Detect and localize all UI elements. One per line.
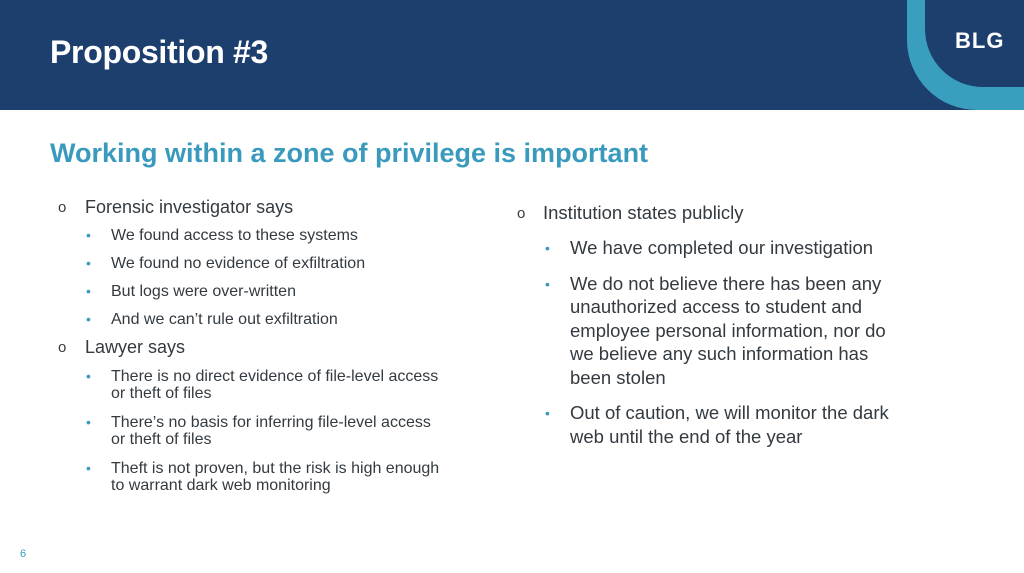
left-group-2-item-3 (58, 460, 498, 494)
dot-bullet-icon: • (545, 405, 550, 421)
left-group-2-heading (58, 336, 498, 358)
dot-bullet-icon: • (86, 311, 91, 327)
right-column (517, 202, 927, 448)
circle-bullet-icon: o (58, 339, 67, 356)
right-group-1-label: Institution states publicly (543, 202, 744, 223)
right-group-1-item-3 (517, 401, 927, 448)
left-group-2-label: Lawyer says (85, 337, 186, 357)
dot-bullet-icon: • (86, 368, 91, 384)
list-item-text: There is no direct evidence of file-level access or theft of files (111, 368, 439, 402)
list-item-text: We found no evidence of exfiltration (111, 255, 366, 272)
dot-bullet-icon: • (86, 460, 91, 476)
dot-bullet-icon: • (86, 255, 91, 271)
right-group-1-item-2 (517, 272, 927, 390)
list-item-text: Theft is not proven, but the risk is high enough to warrant dark web monitoring (111, 460, 440, 494)
left-group-1-item-1 (58, 227, 498, 244)
list-item-text: Out of caution, we will monitor the dark web until the end of the year (570, 402, 889, 447)
list-item-text: We have completed our investigation (570, 237, 874, 258)
left-group-2-item-2 (58, 414, 498, 448)
list-item-text: We do not believe there has been any unauthorized access to student and employee personal information, nor do we believe any such information has been stolen (570, 272, 886, 388)
left-group-1-item-2 (58, 255, 498, 272)
dot-bullet-icon: • (86, 283, 91, 299)
left-group-1-heading (58, 196, 498, 218)
left-column (58, 196, 498, 494)
circle-bullet-icon: o (517, 205, 526, 222)
dot-bullet-icon: • (86, 414, 91, 430)
list-item-text: We found access to these systems (111, 227, 358, 244)
page-number: 6 (20, 548, 27, 560)
left-group-2-item-1 (58, 368, 498, 402)
slide-title: Proposition #3 (50, 34, 269, 70)
right-group-1-heading (517, 202, 927, 224)
circle-bullet-icon: o (58, 199, 67, 216)
blg-logo: BLG (955, 28, 1005, 53)
list-item-text: There’s no basis for inferring file-level access or theft of files (111, 414, 431, 448)
list-item-text: And we can’t rule out exfiltration (111, 311, 338, 328)
dot-bullet-icon: • (545, 240, 550, 256)
slide-subtitle: Working within a zone of privilege is important (50, 138, 649, 168)
right-group-1-item-1 (517, 236, 927, 260)
list-item-text: But logs were over-written (111, 283, 296, 300)
dot-bullet-icon: • (86, 227, 91, 243)
left-group-1-item-3 (58, 283, 498, 300)
left-group-1-label: Forensic investigator says (85, 197, 294, 217)
dot-bullet-icon: • (545, 275, 550, 292)
left-group-1-item-4 (58, 311, 498, 328)
